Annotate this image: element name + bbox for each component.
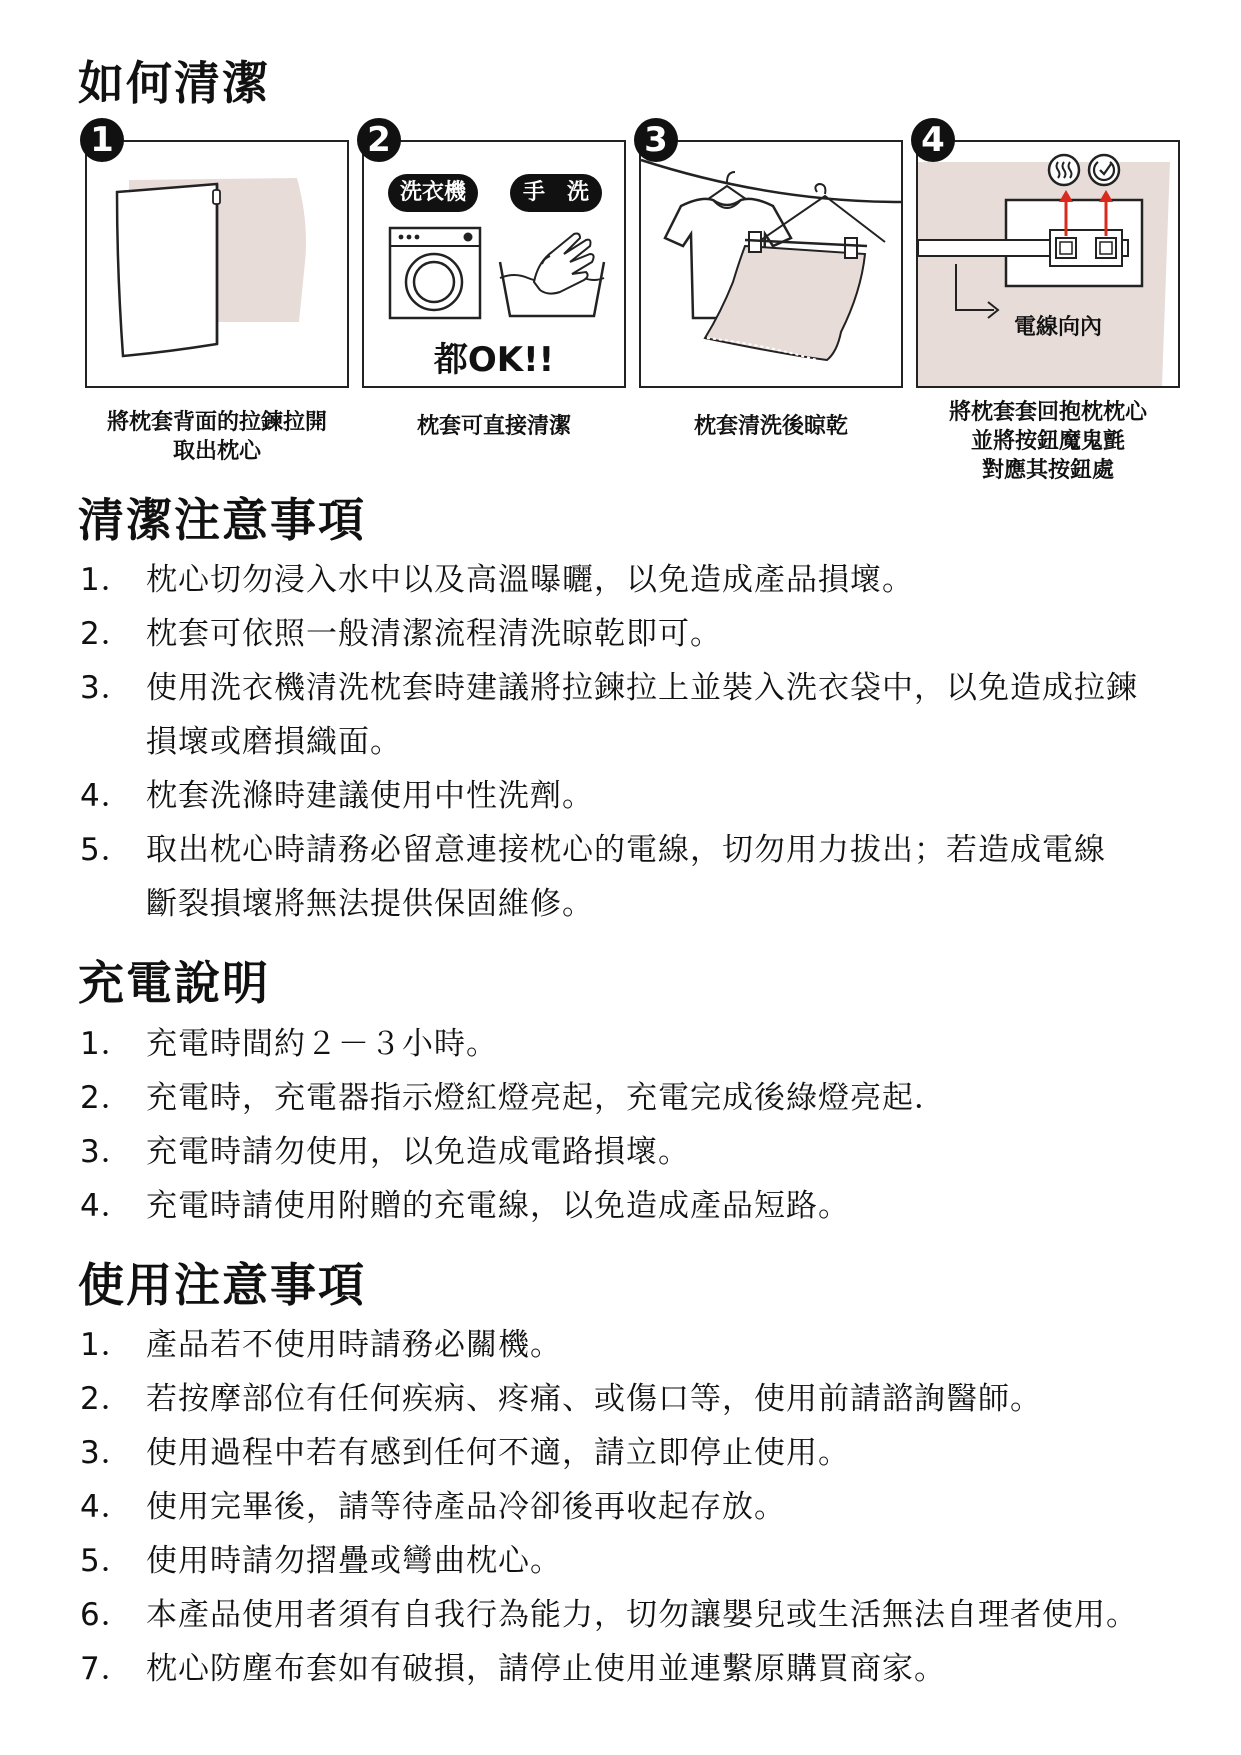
list-item: 5． 使用時請勿摺疊或彎曲枕心。	[80, 1543, 562, 1579]
step-1-caption: 將枕套背面的拉鍊拉開 取出枕心	[106, 410, 327, 464]
step-3-number: 3	[634, 118, 678, 162]
page-title: 如何清潔	[78, 56, 270, 110]
step-1-panel	[85, 140, 349, 388]
step-3-caption: 枕套清洗後晾乾	[693, 414, 848, 439]
washing-machine-label: 洗衣機	[388, 174, 478, 212]
cleaning-notes-list	[80, 553, 1200, 931]
wire-inward-label: 電線向內	[1014, 315, 1103, 340]
list-item: 5． 取出枕心時請務必留意連接枕心的電線，切勿用力拔出；若造成電線 斷裂損壞將無法提供保固維修。	[80, 832, 1106, 922]
hand-wash-basin-icon	[494, 222, 614, 322]
clothesline-drying-icon	[641, 142, 901, 386]
cleaning-notes-title: 清潔注意事項	[78, 493, 366, 547]
list-item: 4． 充電時請使用附贈的充電線，以免造成產品短路。	[80, 1188, 850, 1224]
step-3-panel	[639, 140, 903, 388]
charging-title: 充電說明	[78, 956, 270, 1010]
list-item: 6． 本產品使用者須有自我行為能力，切勿讓嬰兒或生活無法自理者使用。	[80, 1597, 1138, 1633]
step-4-panel	[916, 140, 1180, 388]
list-item: 4． 枕套洗滌時建議使用中性洗劑。	[80, 778, 594, 814]
usage-notes-list	[80, 1318, 1200, 1696]
list-item: 7． 枕心防塵布套如有破損，請停止使用並連繫原購買商家。	[80, 1651, 946, 1687]
list-item: 3． 使用過程中若有感到任何不適，請立即停止使用。	[80, 1435, 850, 1471]
hand-wash-label: 手 洗	[510, 174, 602, 212]
step-4-number: 4	[911, 118, 955, 162]
step-1-number: 1	[80, 118, 124, 162]
list-item: 1． 枕心切勿浸入水中以及高溫曝曬，以免造成產品損壞。	[80, 562, 914, 598]
step-2-number: 2	[357, 118, 401, 162]
list-item: 1． 產品若不使用時請務必關機。	[80, 1327, 562, 1363]
list-item: 2． 枕套可依照一般清潔流程清洗晾乾即可。	[80, 616, 722, 652]
charging-list	[80, 1017, 1200, 1233]
list-item: 3． 使用洗衣機清洗枕套時建議將拉鍊拉上並裝入洗衣袋中，以免造成拉鍊 損壞或磨損織面。	[80, 670, 1138, 760]
step-2-caption: 枕套可直接清潔	[416, 414, 571, 439]
list-item: 3． 充電時請勿使用，以免造成電路損壞。	[80, 1134, 690, 1170]
power-button-icon	[1086, 152, 1122, 188]
list-item: 2． 若按摩部位有任何疾病、疼痛、或傷口等，使用前請諮詢醫師。	[80, 1381, 1042, 1417]
list-item: 2． 充電時，充電器指示燈紅燈亮起，充電完成後綠燈亮起．	[80, 1080, 946, 1116]
list-item: 4． 使用完畢後，請等待產品冷卻後再收起存放。	[80, 1489, 786, 1525]
both-ok-text: 都OK!!	[433, 340, 555, 380]
pillow-cover-icon	[87, 142, 347, 386]
list-item: 1． 充電時間約２－３小時。	[80, 1026, 498, 1062]
washing-machine-icon	[386, 224, 486, 324]
usage-notes-title: 使用注意事項	[78, 1258, 366, 1312]
step-2-panel	[362, 140, 626, 388]
heat-button-icon	[1046, 152, 1082, 188]
step-4-caption: 將枕套套回抱枕枕心 並將按鈕魔鬼氈 對應其按鈕處	[948, 400, 1147, 483]
